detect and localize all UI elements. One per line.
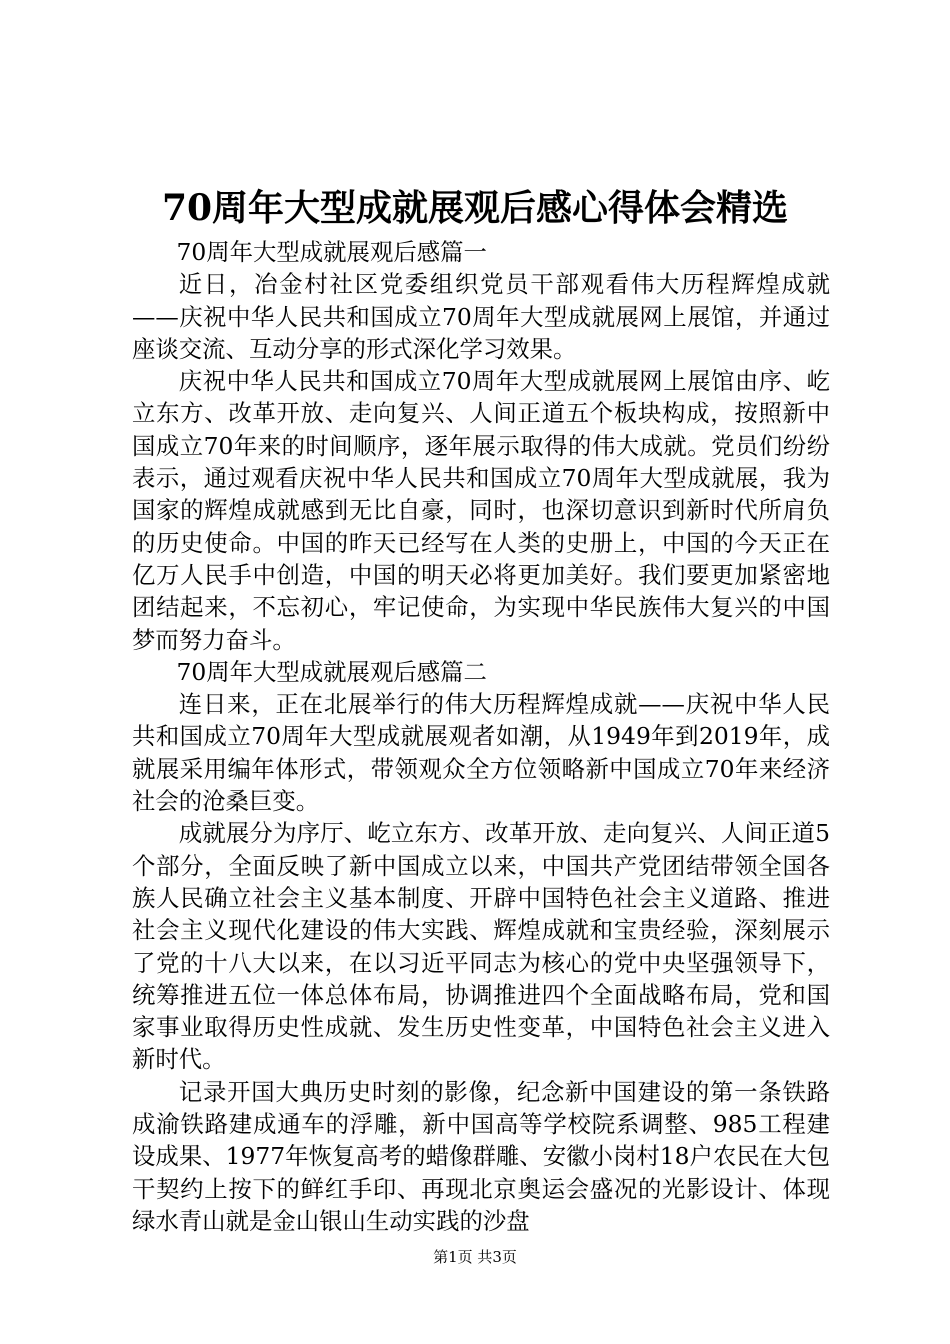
section-heading-1: 70周年大型成就展观后感篇一: [176, 238, 487, 266]
paragraph: 记录开国大典历史时刻的影像，纪念新中国建设的第一条铁路成渝铁路建成通车的浮雕，新中国高等学校院系调整、985工程建设成果、1977年恢复高考的蜡像群雕、安徽小岗村18户农民在大包干契约上按下的鲜红手印、再现北京奥运会盛况的光影设计、体现绿水青山就是金山银山生动实践的沙盘: [132, 1077, 830, 1235]
page-number-footer: 第1页 共3页: [433, 1248, 517, 1266]
paragraph: 成就展分为序厅、屹立东方、改革开放、走向复兴、人间正道5个部分，全面反映了新中国成立以来，中国共产党团结带领全国各族人民确立社会主义基本制度、开辟中国特色社会主义道路、推进社会主义现代化建设的伟大实践、辉煌成就和宝贵经验，深刻展示了党的十八大以来，在以习近平同志为核心的党中央坚强领导下，统筹推进五位一体总体布局，协调推进四个全面战略布局，党和国家事业取得历史性成就、发生历史性变革，中国特色社会主义进入新时代。: [132, 819, 830, 1074]
paragraph: 庆祝中华人民共和国成立70周年大型成就展网上展馆由序、屹立东方、改革开放、走向复兴、人间正道五个板块构成，按照新中国成立70年来的时间顺序，逐年展示取得的伟大成就。党员们纷纷表示，通过观看庆祝中华人民共和国成立70周年大型成就展，我为国家的辉煌成就感到无比自豪，同时，也深切意识到新时代所肩负的历史使命。中国的昨天已经写在人类的史册上，中国的今天正在亿万人民手中创造，中国的明天必将更加美好。我们要更加紧密地团结起来，不忘初心，牢记使命，为实现中华民族伟大复兴的中国梦而努力奋斗。: [132, 367, 830, 654]
section-heading-2: 70周年大型成就展观后感篇二: [176, 657, 487, 686]
document-body: [132, 236, 830, 1237]
paragraph: 连日来，正在北展举行的伟大历程辉煌成就——庆祝中华人民共和国成立70周年大型成就展观者如潮，从1949年到2019年，成就展采用编年体形式，带领观众全方位领略新中国成立70年来经济社会的沧桑巨变。: [132, 690, 830, 816]
document-title: 70周年大型成就展观后感心得体会精选: [161, 187, 789, 229]
paragraph: 近日，冶金村社区党委组织党员干部观看伟大历程辉煌成就——庆祝中华人民共和国成立70周年大型成就展网上展馆，并通过座谈交流、互动分享的形式深化学习效果。: [132, 270, 830, 363]
